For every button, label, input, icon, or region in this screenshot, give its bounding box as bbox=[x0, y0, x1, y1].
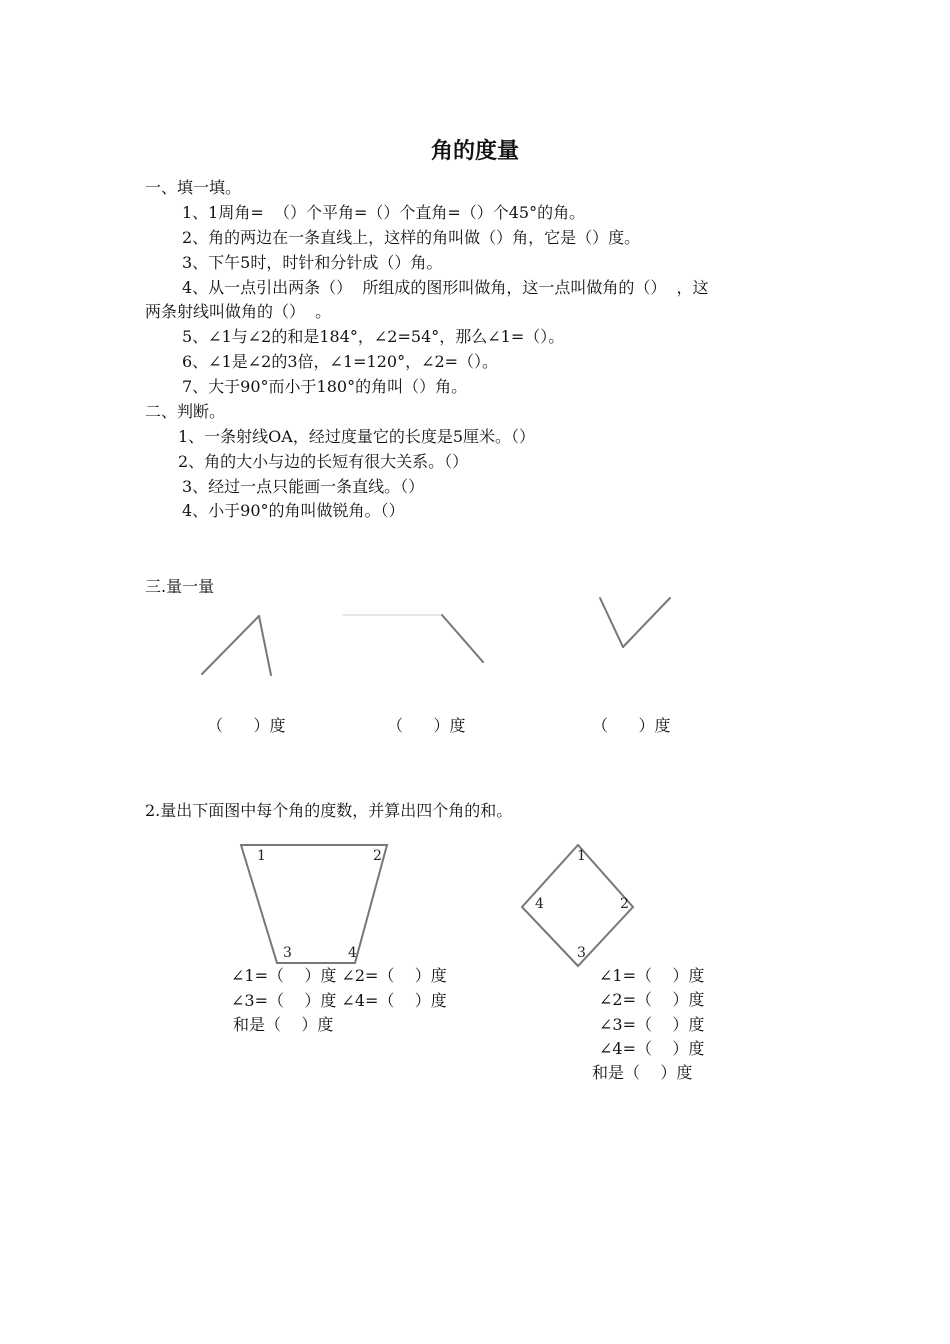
angle-figure-3 bbox=[600, 598, 670, 647]
fill-question-4: 4、从一点引出两条（） 所组成的图形叫做角，这一点叫做角的（） ，这 bbox=[182, 278, 709, 297]
fill-question-5: 5、∠1与∠2的和是184°，∠2=54°，那么∠1=（）。 bbox=[182, 327, 565, 346]
trapezoid-answer-row-2: ∠3=（ ）度 ∠4=（ ）度 bbox=[231, 991, 447, 1010]
fill-question-1: 1、1周角= （）个平角=（）个直角=（）个45°的角。 bbox=[182, 203, 586, 222]
section-heading-fill: 一、填一填。 bbox=[145, 178, 242, 197]
section-heading-measure: 三.量一量 bbox=[145, 577, 215, 596]
measure-answer-3: （ ）度 bbox=[592, 716, 671, 735]
rhombus-answer-3: ∠3=（ ）度 bbox=[599, 1015, 705, 1034]
rhombus-answer-1: ∠1=（ ）度 bbox=[599, 966, 705, 985]
trapezoid-answer-sum: 和是（ ）度 bbox=[233, 1015, 334, 1034]
fill-question-3: 3、下午5时，时针和分针成（）角。 bbox=[182, 253, 443, 272]
judge-question-3: 3、经过一点只能画一条直线。（） bbox=[182, 477, 425, 496]
fill-question-7: 7、大于90°而小于180°的角叫（）角。 bbox=[182, 377, 468, 396]
rhombus-label-4: 4 bbox=[535, 896, 544, 912]
rhombus-answer-2: ∠2=（ ）度 bbox=[599, 990, 705, 1009]
rhombus-label-2: 2 bbox=[620, 896, 629, 912]
angle-figure-1 bbox=[202, 616, 271, 675]
trapezoid-label-3: 3 bbox=[283, 945, 292, 961]
rhombus-label-3: 3 bbox=[577, 945, 586, 961]
trapezoid-label-1: 1 bbox=[257, 848, 266, 864]
page-title: 角的度量 bbox=[430, 139, 519, 164]
fill-question-6: 6、∠1是∠2的3倍，∠1=120°，∠2=（）。 bbox=[182, 352, 499, 371]
rhombus-answer-sum: 和是（ ）度 bbox=[592, 1063, 693, 1082]
judge-question-1: 1、一条射线OA，经过度量它的长度是5厘米。（） bbox=[178, 427, 536, 446]
trapezoid-label-4: 4 bbox=[348, 945, 357, 961]
trapezoid-label-2: 2 bbox=[373, 848, 382, 864]
judge-question-4: 4、小于90°的角叫做锐角。（） bbox=[182, 501, 405, 520]
rhombus-answer-4: ∠4=（ ）度 bbox=[599, 1039, 705, 1058]
judge-question-2: 2、角的大小与边的长短有很大关系。（） bbox=[178, 452, 469, 471]
measure-answer-2: （ ）度 bbox=[387, 716, 466, 735]
trapezoid-answer-row-1: ∠1=（ ）度 ∠2=（ ）度 bbox=[231, 966, 447, 985]
section-heading-judge: 二、判断。 bbox=[145, 402, 226, 421]
fill-question-4-cont: 两条射线叫做角的（） 。 bbox=[145, 302, 332, 321]
section-heading-quad: 2.量出下面图中每个角的度数，并算出四个角的和。 bbox=[145, 801, 513, 820]
angle-figure-2 bbox=[343, 615, 483, 662]
fill-question-2: 2、角的两边在一条直线上，这样的角叫做（）角，它是（）度。 bbox=[182, 228, 641, 247]
rhombus-label-1: 1 bbox=[577, 848, 586, 864]
measure-answer-1: （ ）度 bbox=[207, 716, 286, 735]
